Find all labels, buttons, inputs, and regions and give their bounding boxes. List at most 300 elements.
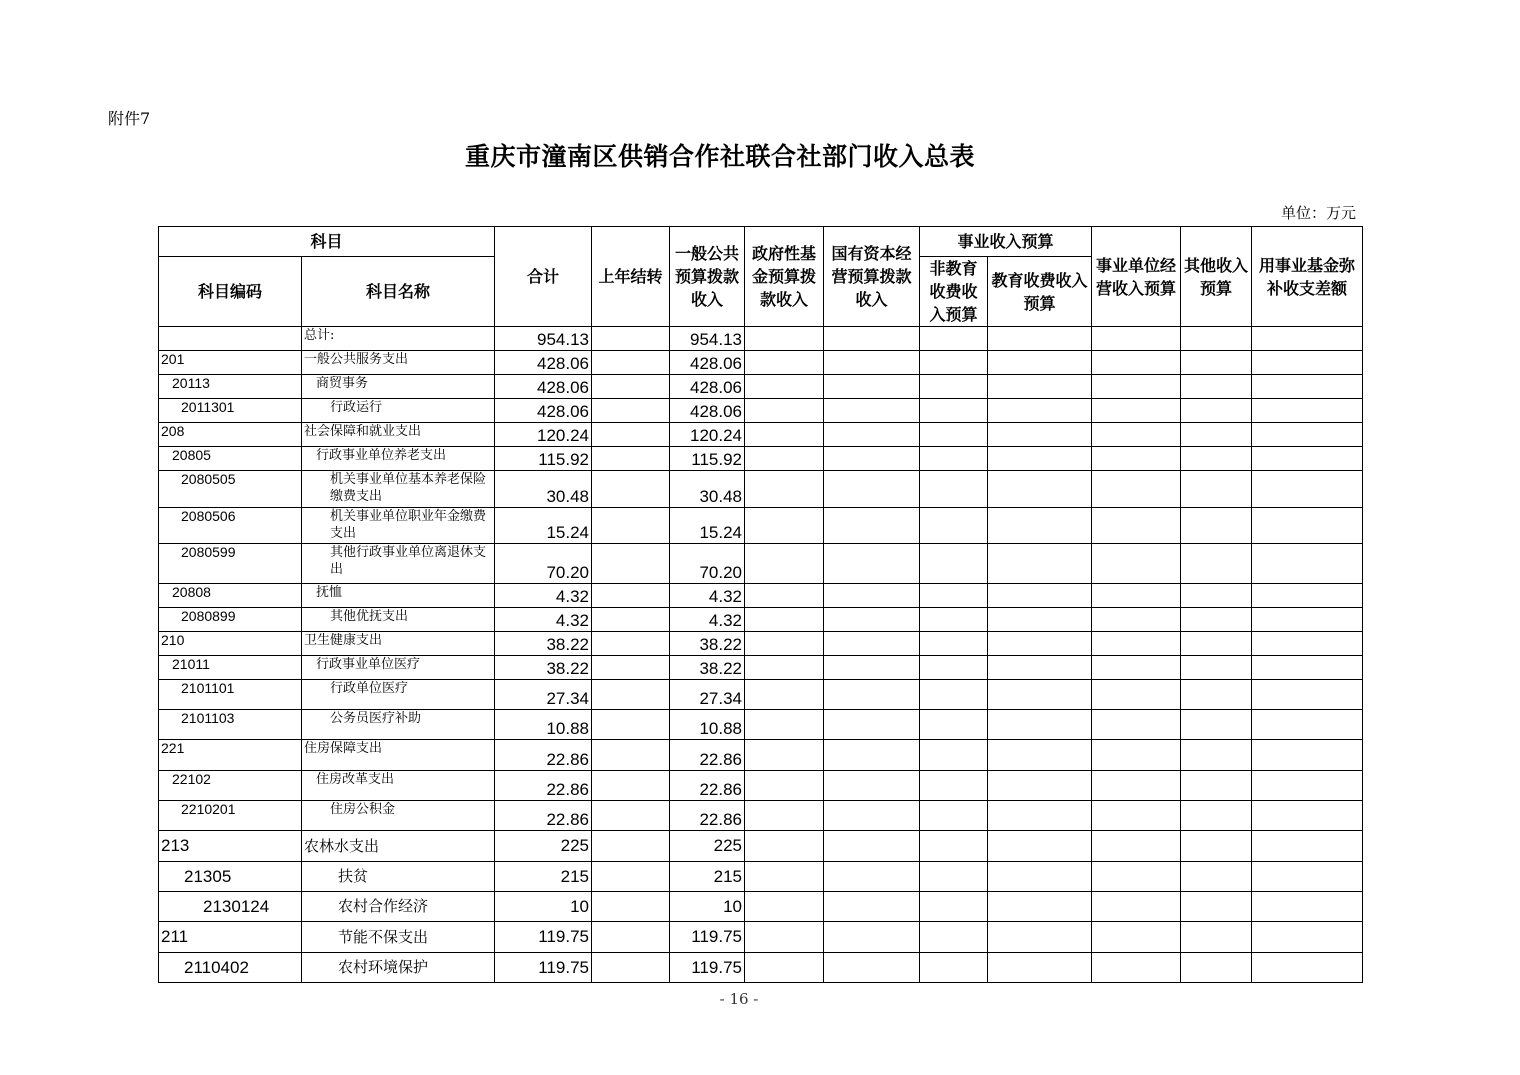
- total-cell: 115.92: [495, 447, 592, 471]
- total-cell: 38.22: [495, 656, 592, 680]
- operating-income-cell: [1092, 508, 1181, 544]
- state-capital-cell: [824, 423, 920, 447]
- fund-offset-cell: [1252, 608, 1363, 632]
- total-cell: 225: [495, 831, 592, 862]
- total-cell: 215: [495, 862, 592, 892]
- state-capital-cell: [824, 375, 920, 399]
- total-cell: 22.86: [495, 771, 592, 801]
- subject-code-cell: 213: [159, 831, 302, 862]
- non-edu-fee-cell: [920, 922, 988, 953]
- subject-code-cell: 21011: [159, 656, 302, 680]
- state-capital-cell: [824, 710, 920, 740]
- subject-name-cell: 机关事业单位基本养老保险缴费支出: [302, 471, 495, 508]
- subject-name-cell: 行政单位医疗: [302, 680, 495, 710]
- subject-code-cell: 2110402: [159, 953, 302, 983]
- gov-fund-cell: [745, 632, 824, 656]
- table-row: [159, 771, 1363, 801]
- header-subject: 科目: [159, 227, 495, 257]
- carryover-cell: [592, 447, 670, 471]
- operating-income-cell: [1092, 327, 1181, 351]
- table-row: [159, 584, 1363, 608]
- non-edu-fee-cell: [920, 656, 988, 680]
- subject-code-cell: 221: [159, 740, 302, 771]
- header-non-edu-fee: 非教育收费收入预算: [920, 257, 988, 327]
- edu-fee-cell: [988, 862, 1092, 892]
- gov-fund-cell: [745, 656, 824, 680]
- non-edu-fee-cell: [920, 399, 988, 423]
- subject-code-cell: 2080599: [159, 544, 302, 584]
- non-edu-fee-cell: [920, 953, 988, 983]
- general-budget-cell: 428.06: [670, 351, 745, 375]
- carryover-cell: [592, 953, 670, 983]
- header-institution-income: 事业收入预算: [920, 227, 1092, 257]
- fund-offset-cell: [1252, 656, 1363, 680]
- gov-fund-cell: [745, 399, 824, 423]
- non-edu-fee-cell: [920, 801, 988, 831]
- subject-name-cell: 卫生健康支出: [302, 632, 495, 656]
- page-title: 重庆市潼南区供销合作社联合社部门收入总表: [464, 142, 975, 171]
- table-row: [159, 544, 1363, 584]
- edu-fee-cell: [988, 680, 1092, 710]
- general-budget-cell: 120.24: [670, 423, 745, 447]
- header-operating-income: 事业单位经营收入预算: [1092, 227, 1181, 327]
- gov-fund-cell: [745, 375, 824, 399]
- subject-name-cell: 住房保障支出: [302, 740, 495, 771]
- subject-name-cell: 农村环境保护: [302, 953, 495, 983]
- table-row: [159, 608, 1363, 632]
- total-cell: 428.06: [495, 399, 592, 423]
- carryover-cell: [592, 656, 670, 680]
- state-capital-cell: [824, 740, 920, 771]
- state-capital-cell: [824, 447, 920, 471]
- subject-name-cell: 商贸事务: [302, 375, 495, 399]
- edu-fee-cell: [988, 771, 1092, 801]
- general-budget-cell: 4.32: [670, 584, 745, 608]
- fund-offset-cell: [1252, 584, 1363, 608]
- edu-fee-cell: [988, 351, 1092, 375]
- subject-name-cell: 其他行政事业单位离退休支出: [302, 544, 495, 584]
- state-capital-cell: [824, 632, 920, 656]
- edu-fee-cell: [988, 740, 1092, 771]
- general-budget-cell: 38.22: [670, 632, 745, 656]
- operating-income-cell: [1092, 680, 1181, 710]
- carryover-cell: [592, 608, 670, 632]
- header-code: 科目编码: [159, 257, 302, 327]
- edu-fee-cell: [988, 327, 1092, 351]
- gov-fund-cell: [745, 801, 824, 831]
- revenue-summary-table: [158, 226, 1363, 983]
- subject-code-cell: 2101101: [159, 680, 302, 710]
- table-row: [159, 862, 1363, 892]
- total-cell: 22.86: [495, 740, 592, 771]
- total-cell: 4.32: [495, 608, 592, 632]
- unit-label: 单位：万元: [1280, 204, 1356, 222]
- general-budget-cell: 954.13: [670, 327, 745, 351]
- subject-name-cell: 公务员医疗补助: [302, 710, 495, 740]
- subject-code-cell: 22102: [159, 771, 302, 801]
- total-cell: 10.88: [495, 710, 592, 740]
- table-row: [159, 471, 1363, 508]
- edu-fee-cell: [988, 584, 1092, 608]
- gov-fund-cell: [745, 831, 824, 862]
- other-income-cell: [1181, 327, 1252, 351]
- subject-name-cell: 节能不保支出: [302, 922, 495, 953]
- other-income-cell: [1181, 423, 1252, 447]
- general-budget-cell: 428.06: [670, 375, 745, 399]
- non-edu-fee-cell: [920, 544, 988, 584]
- other-income-cell: [1181, 740, 1252, 771]
- other-income-cell: [1181, 608, 1252, 632]
- subject-name-cell: 住房公积金: [302, 801, 495, 831]
- fund-offset-cell: [1252, 771, 1363, 801]
- fund-offset-cell: [1252, 508, 1363, 544]
- carryover-cell: [592, 862, 670, 892]
- table-row: [159, 680, 1363, 710]
- fund-offset-cell: [1252, 831, 1363, 862]
- subject-name-cell: 住房改革支出: [302, 771, 495, 801]
- operating-income-cell: [1092, 771, 1181, 801]
- edu-fee-cell: [988, 471, 1092, 508]
- carryover-cell: [592, 771, 670, 801]
- non-edu-fee-cell: [920, 831, 988, 862]
- state-capital-cell: [824, 399, 920, 423]
- subject-code-cell: 21305: [159, 862, 302, 892]
- general-budget-cell: 225: [670, 831, 745, 862]
- subject-name-cell: 机关事业单位职业年金缴费支出: [302, 508, 495, 544]
- gov-fund-cell: [745, 771, 824, 801]
- operating-income-cell: [1092, 656, 1181, 680]
- fund-offset-cell: [1252, 471, 1363, 508]
- table-row: [159, 953, 1363, 983]
- table-row: [159, 710, 1363, 740]
- carryover-cell: [592, 632, 670, 656]
- other-income-cell: [1181, 680, 1252, 710]
- non-edu-fee-cell: [920, 632, 988, 656]
- fund-offset-cell: [1252, 680, 1363, 710]
- gov-fund-cell: [745, 680, 824, 710]
- subject-code-cell: 2080899: [159, 608, 302, 632]
- carryover-cell: [592, 740, 670, 771]
- subject-code-cell: 208: [159, 423, 302, 447]
- total-cell: 954.13: [495, 327, 592, 351]
- edu-fee-cell: [988, 892, 1092, 922]
- non-edu-fee-cell: [920, 608, 988, 632]
- state-capital-cell: [824, 862, 920, 892]
- subject-name-cell: 一般公共服务支出: [302, 351, 495, 375]
- fund-offset-cell: [1252, 375, 1363, 399]
- state-capital-cell: [824, 953, 920, 983]
- subject-code-cell: 2101103: [159, 710, 302, 740]
- general-budget-cell: 115.92: [670, 447, 745, 471]
- state-capital-cell: [824, 471, 920, 508]
- operating-income-cell: [1092, 608, 1181, 632]
- total-cell: 120.24: [495, 423, 592, 447]
- general-budget-cell: 215: [670, 862, 745, 892]
- edu-fee-cell: [988, 447, 1092, 471]
- fund-offset-cell: [1252, 632, 1363, 656]
- general-budget-cell: 15.24: [670, 508, 745, 544]
- edu-fee-cell: [988, 953, 1092, 983]
- subject-code-cell: 20113: [159, 375, 302, 399]
- edu-fee-cell: [988, 831, 1092, 862]
- fund-offset-cell: [1252, 544, 1363, 584]
- edu-fee-cell: [988, 922, 1092, 953]
- subject-name-cell: 行政事业单位养老支出: [302, 447, 495, 471]
- header-carryover: 上年结转: [592, 227, 670, 327]
- table-row: [159, 399, 1363, 423]
- non-edu-fee-cell: [920, 447, 988, 471]
- non-edu-fee-cell: [920, 740, 988, 771]
- operating-income-cell: [1092, 801, 1181, 831]
- general-budget-cell: 22.86: [670, 740, 745, 771]
- general-budget-cell: 22.86: [670, 801, 745, 831]
- carryover-cell: [592, 801, 670, 831]
- state-capital-cell: [824, 544, 920, 584]
- subject-code-cell: 211: [159, 922, 302, 953]
- operating-income-cell: [1092, 632, 1181, 656]
- edu-fee-cell: [988, 399, 1092, 423]
- subject-code-cell: 2130124: [159, 892, 302, 922]
- gov-fund-cell: [745, 862, 824, 892]
- general-budget-cell: 10.88: [670, 710, 745, 740]
- table-row: [159, 447, 1363, 471]
- other-income-cell: [1181, 375, 1252, 399]
- other-income-cell: [1181, 447, 1252, 471]
- state-capital-cell: [824, 892, 920, 922]
- other-income-cell: [1181, 771, 1252, 801]
- operating-income-cell: [1092, 351, 1181, 375]
- subject-code-cell: 2011301: [159, 399, 302, 423]
- total-cell: 119.75: [495, 953, 592, 983]
- non-edu-fee-cell: [920, 892, 988, 922]
- gov-fund-cell: [745, 447, 824, 471]
- state-capital-cell: [824, 680, 920, 710]
- other-income-cell: [1181, 801, 1252, 831]
- table-row: [159, 892, 1363, 922]
- non-edu-fee-cell: [920, 508, 988, 544]
- other-income-cell: [1181, 656, 1252, 680]
- non-edu-fee-cell: [920, 710, 988, 740]
- other-income-cell: [1181, 632, 1252, 656]
- fund-offset-cell: [1252, 399, 1363, 423]
- other-income-cell: [1181, 584, 1252, 608]
- edu-fee-cell: [988, 656, 1092, 680]
- edu-fee-cell: [988, 801, 1092, 831]
- state-capital-cell: [824, 831, 920, 862]
- gov-fund-cell: [745, 892, 824, 922]
- operating-income-cell: [1092, 447, 1181, 471]
- state-capital-cell: [824, 608, 920, 632]
- operating-income-cell: [1092, 584, 1181, 608]
- operating-income-cell: [1092, 375, 1181, 399]
- total-cell: 4.32: [495, 584, 592, 608]
- operating-income-cell: [1092, 892, 1181, 922]
- subject-name-cell: 其他优抚支出: [302, 608, 495, 632]
- total-cell: 27.34: [495, 680, 592, 710]
- total-cell: 15.24: [495, 508, 592, 544]
- subject-code-cell: 2080505: [159, 471, 302, 508]
- general-budget-cell: 119.75: [670, 922, 745, 953]
- non-edu-fee-cell: [920, 375, 988, 399]
- page-number: - 16 -: [719, 990, 759, 1008]
- non-edu-fee-cell: [920, 862, 988, 892]
- edu-fee-cell: [988, 710, 1092, 740]
- state-capital-cell: [824, 584, 920, 608]
- subject-name-cell: 行政运行: [302, 399, 495, 423]
- state-capital-cell: [824, 922, 920, 953]
- non-edu-fee-cell: [920, 351, 988, 375]
- subject-name-cell: 抚恤: [302, 584, 495, 608]
- attachment-label: 附件7: [108, 109, 151, 128]
- fund-offset-cell: [1252, 922, 1363, 953]
- subject-name-cell: 农村合作经济: [302, 892, 495, 922]
- carryover-cell: [592, 399, 670, 423]
- total-cell: 22.86: [495, 801, 592, 831]
- header-other-income: 其他收入预算: [1181, 227, 1252, 327]
- gov-fund-cell: [745, 740, 824, 771]
- subject-code-cell: 2210201: [159, 801, 302, 831]
- fund-offset-cell: [1252, 740, 1363, 771]
- state-capital-cell: [824, 656, 920, 680]
- operating-income-cell: [1092, 922, 1181, 953]
- subject-code-cell: 20808: [159, 584, 302, 608]
- operating-income-cell: [1092, 471, 1181, 508]
- subject-code-cell: [159, 327, 302, 351]
- other-income-cell: [1181, 471, 1252, 508]
- general-budget-cell: 428.06: [670, 399, 745, 423]
- non-edu-fee-cell: [920, 584, 988, 608]
- table-row: [159, 801, 1363, 831]
- total-cell: 428.06: [495, 351, 592, 375]
- state-capital-cell: [824, 508, 920, 544]
- carryover-cell: [592, 584, 670, 608]
- operating-income-cell: [1092, 710, 1181, 740]
- carryover-cell: [592, 351, 670, 375]
- carryover-cell: [592, 375, 670, 399]
- total-cell: 10: [495, 892, 592, 922]
- fund-offset-cell: [1252, 892, 1363, 922]
- other-income-cell: [1181, 831, 1252, 862]
- carryover-cell: [592, 544, 670, 584]
- carryover-cell: [592, 680, 670, 710]
- state-capital-cell: [824, 327, 920, 351]
- general-budget-cell: 119.75: [670, 953, 745, 983]
- carryover-cell: [592, 508, 670, 544]
- subject-code-cell: 210: [159, 632, 302, 656]
- gov-fund-cell: [745, 423, 824, 447]
- table-row: [159, 632, 1363, 656]
- header-gov-fund: 政府性基金预算拨款收入: [745, 227, 824, 327]
- header-name: 科目名称: [302, 257, 495, 327]
- carryover-cell: [592, 471, 670, 508]
- fund-offset-cell: [1252, 423, 1363, 447]
- table-row: [159, 922, 1363, 953]
- general-budget-cell: 4.32: [670, 608, 745, 632]
- carryover-cell: [592, 710, 670, 740]
- general-budget-cell: 70.20: [670, 544, 745, 584]
- operating-income-cell: [1092, 423, 1181, 447]
- subject-code-cell: 20805: [159, 447, 302, 471]
- other-income-cell: [1181, 862, 1252, 892]
- table-row: [159, 831, 1363, 862]
- total-cell: 30.48: [495, 471, 592, 508]
- carryover-cell: [592, 831, 670, 862]
- other-income-cell: [1181, 399, 1252, 423]
- other-income-cell: [1181, 544, 1252, 584]
- carryover-cell: [592, 327, 670, 351]
- gov-fund-cell: [745, 471, 824, 508]
- gov-fund-cell: [745, 544, 824, 584]
- subject-code-cell: 2080506: [159, 508, 302, 544]
- subject-code-cell: 201: [159, 351, 302, 375]
- operating-income-cell: [1092, 544, 1181, 584]
- other-income-cell: [1181, 892, 1252, 922]
- state-capital-cell: [824, 771, 920, 801]
- total-cell: 70.20: [495, 544, 592, 584]
- operating-income-cell: [1092, 953, 1181, 983]
- edu-fee-cell: [988, 632, 1092, 656]
- subject-name-cell: 总计:: [302, 327, 495, 351]
- fund-offset-cell: [1252, 327, 1363, 351]
- fund-offset-cell: [1252, 447, 1363, 471]
- header-fund-offset: 用事业基金弥补收支差额: [1252, 227, 1363, 327]
- non-edu-fee-cell: [920, 327, 988, 351]
- state-capital-cell: [824, 351, 920, 375]
- gov-fund-cell: [745, 710, 824, 740]
- header-general-budget: 一般公共预算拨款收入: [670, 227, 745, 327]
- subject-name-cell: 社会保障和就业支出: [302, 423, 495, 447]
- fund-offset-cell: [1252, 710, 1363, 740]
- header-state-capital: 国有资本经营预算拨款收入: [824, 227, 920, 327]
- non-edu-fee-cell: [920, 680, 988, 710]
- fund-offset-cell: [1252, 953, 1363, 983]
- operating-income-cell: [1092, 862, 1181, 892]
- table-row: [159, 375, 1363, 399]
- header-total: 合计: [495, 227, 592, 327]
- gov-fund-cell: [745, 327, 824, 351]
- subject-name-cell: 扶贫: [302, 862, 495, 892]
- table-row: [159, 327, 1363, 351]
- other-income-cell: [1181, 351, 1252, 375]
- gov-fund-cell: [745, 608, 824, 632]
- edu-fee-cell: [988, 508, 1092, 544]
- table-row: [159, 656, 1363, 680]
- gov-fund-cell: [745, 508, 824, 544]
- gov-fund-cell: [745, 584, 824, 608]
- state-capital-cell: [824, 801, 920, 831]
- fund-offset-cell: [1252, 351, 1363, 375]
- operating-income-cell: [1092, 399, 1181, 423]
- other-income-cell: [1181, 922, 1252, 953]
- other-income-cell: [1181, 710, 1252, 740]
- fund-offset-cell: [1252, 862, 1363, 892]
- table-row: [159, 740, 1363, 771]
- carryover-cell: [592, 423, 670, 447]
- general-budget-cell: 30.48: [670, 471, 745, 508]
- non-edu-fee-cell: [920, 771, 988, 801]
- other-income-cell: [1181, 508, 1252, 544]
- total-cell: 119.75: [495, 922, 592, 953]
- non-edu-fee-cell: [920, 471, 988, 508]
- operating-income-cell: [1092, 740, 1181, 771]
- subject-name-cell: 农林水支出: [302, 831, 495, 862]
- general-budget-cell: 38.22: [670, 656, 745, 680]
- table-row: [159, 508, 1363, 544]
- edu-fee-cell: [988, 544, 1092, 584]
- total-cell: 38.22: [495, 632, 592, 656]
- total-cell: 428.06: [495, 375, 592, 399]
- edu-fee-cell: [988, 423, 1092, 447]
